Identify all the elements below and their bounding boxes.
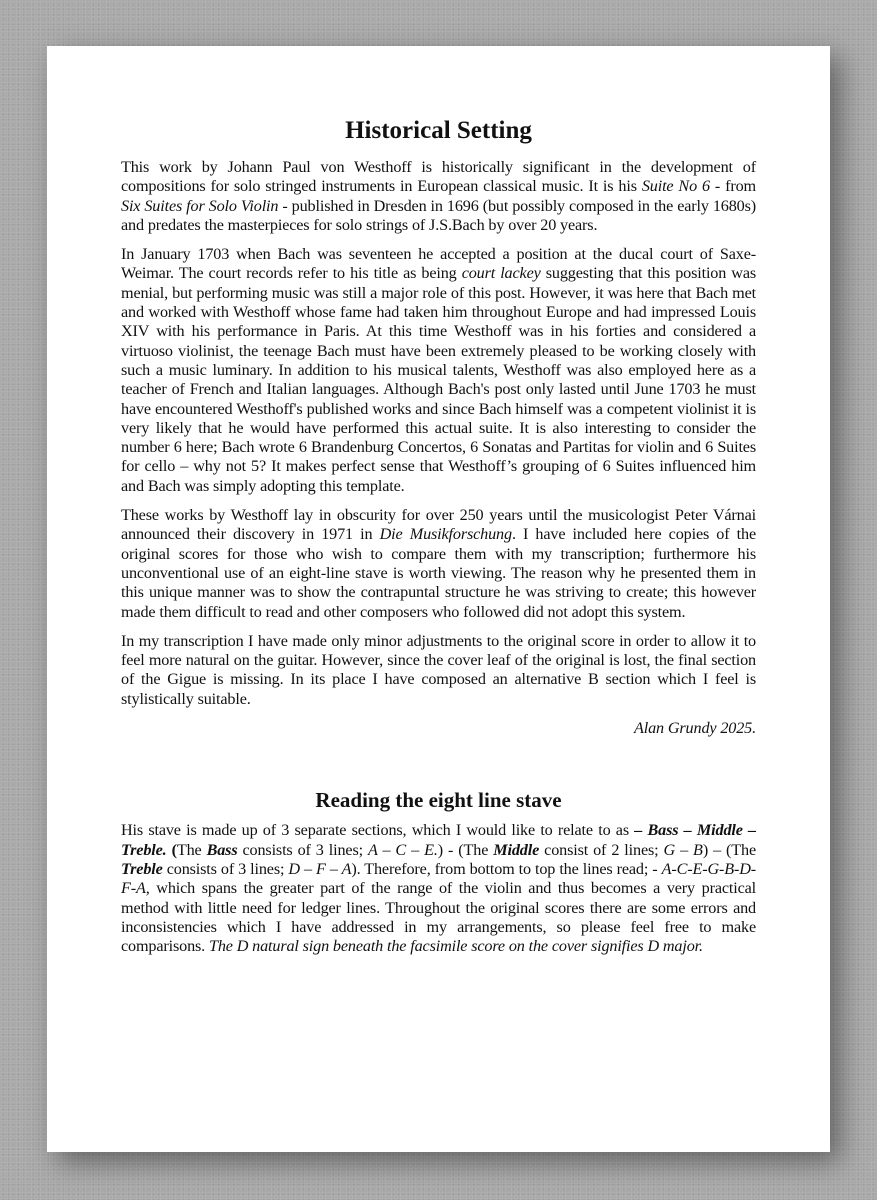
text-run: consists of 3 lines; xyxy=(237,840,368,859)
text-run: suggesting that this position was menial, but performing music was still a major role of this post. However, it was here that Bach met and worked with Westhoff whose fame had taken him throughout Europe and had impressed Louis XIV with his performance in Paris. At this time Westhoff was in his forties and considered a virtuoso violinist, the teenage Bach must have been extremely pleased to be working closely with such a music luminary. In addition to his musical talents, Westhoff was also employed here as a teacher of French and Italian languages. Although Bach's post only lasted until June 1703 he must have encountered Westhoff's published works and since Bach himself was a competent violinist it is very likely that he would have performed this actual suite. It is also interesting to consider the number 6 here; Bach wrote 6 Brandenburg Concertos, 6 Sonatas and Partitas for violin and 6 Suites for cello – why not 5? It makes perfect sense that Westhoff’s grouping of 6 Suites influenced him and Bach was simply adopting this template. xyxy=(121,264,757,495)
document-page xyxy=(47,46,830,1152)
text-run: ) - (The xyxy=(437,840,494,859)
paragraph-rediscovery xyxy=(121,506,756,622)
paragraph-transcription: In my transcription I have made only minor adjustments to the original score in order to allow it to feel more natural on the guitar. However, since the cover leaf of the original is lost, the final section of the Gigue is missing. In its place I have composed an alternative B section which I feel is stylistically suitable. xyxy=(121,631,756,708)
italic-suite-title: Suite No 6 xyxy=(641,177,710,196)
text-run: His stave is made up of 3 separate sections, which I would like to relate to as xyxy=(121,821,635,840)
bold-italic-middle: Middle xyxy=(493,840,540,859)
italic-treble-notes: D – F – A xyxy=(288,859,352,878)
text-run: - from xyxy=(709,177,756,196)
text-run: ) – (The xyxy=(702,840,757,859)
bold-italic-sections: – Bass – Middle – Treble. xyxy=(121,821,757,859)
eight-line-stave-section xyxy=(121,787,756,956)
bold-italic-bass: Bass xyxy=(206,840,238,859)
paragraph-stave-explanation xyxy=(121,821,756,956)
text-run: The xyxy=(176,840,207,859)
historical-setting-section xyxy=(121,116,756,738)
text-run: In January 1703 when Bach was seventeen he accepted a position at the ducal court of Saxe-Weimar. The court records refer to his title as being xyxy=(121,245,756,283)
author-signature: Alan Grundy 2025. xyxy=(634,719,756,738)
text-run: ). Therefore, from bottom to top the lines read; - xyxy=(351,859,662,878)
italic-collection-title: Six Suites for Solo Violin xyxy=(121,196,279,215)
italic-bass-notes: A – C – E. xyxy=(367,840,438,859)
italic-middle-notes: G – B xyxy=(663,840,703,859)
text-run: . I have included here copies of the original scores for those who wish to compare them with my transcription; furthermore his unconventional use of an eight-line stave is worth viewing. The reason why he presented them in this unique manner was to show the contrapuntal structure he was striving to create; this however made them difficult to read and other composers who followed did not adopt this system. xyxy=(121,525,756,621)
italic-d-natural-note: The D natural sign beneath the facsimile score on the cover signifies D major. xyxy=(208,937,703,956)
italic-court-lackey: court lackey xyxy=(461,264,541,283)
paragraph-westhoff-intro xyxy=(121,158,756,235)
historical-setting-heading: Historical Setting xyxy=(345,117,532,144)
italic-all-lines: A-C-E-G-B-D-F-A, xyxy=(121,859,757,898)
text-run: consists of 3 lines; xyxy=(162,859,289,878)
text-run: - published in Dresden in 1696 (but possibly composed in the early 1680s) and predates the masterpieces for solo strings of J.S.Bach by over 20 years. xyxy=(121,196,757,234)
text-run: These works by Westhoff lay in obscurity for over 250 years until the musicologist Peter Várnai announced their discovery in 1971 in xyxy=(121,506,756,544)
page-content xyxy=(121,116,756,966)
italic-journal-title: Die Musikforschung xyxy=(379,525,512,544)
bold-italic-treble: Treble xyxy=(121,859,163,878)
eight-line-stave-heading: Reading the eight line stave xyxy=(315,788,562,813)
text-run: This work by Johann Paul von Westhoff is historically significant in the development of compositions for solo stringed instruments in European classical music. It is his xyxy=(121,158,756,196)
text-run: which spans the greater part of the range of the violin and thus becomes a very practical method with little need for ledger lines. Throughout the original scores there are some errors and inconsistencies which I have addressed in my arrangements, so please feel free to make comparisons. xyxy=(121,879,756,956)
paragraph-bach-weimar xyxy=(121,245,756,496)
text-run: consist of 2 lines; xyxy=(539,840,664,859)
bold-paren: ( xyxy=(166,840,177,859)
section-spacer xyxy=(121,738,756,787)
